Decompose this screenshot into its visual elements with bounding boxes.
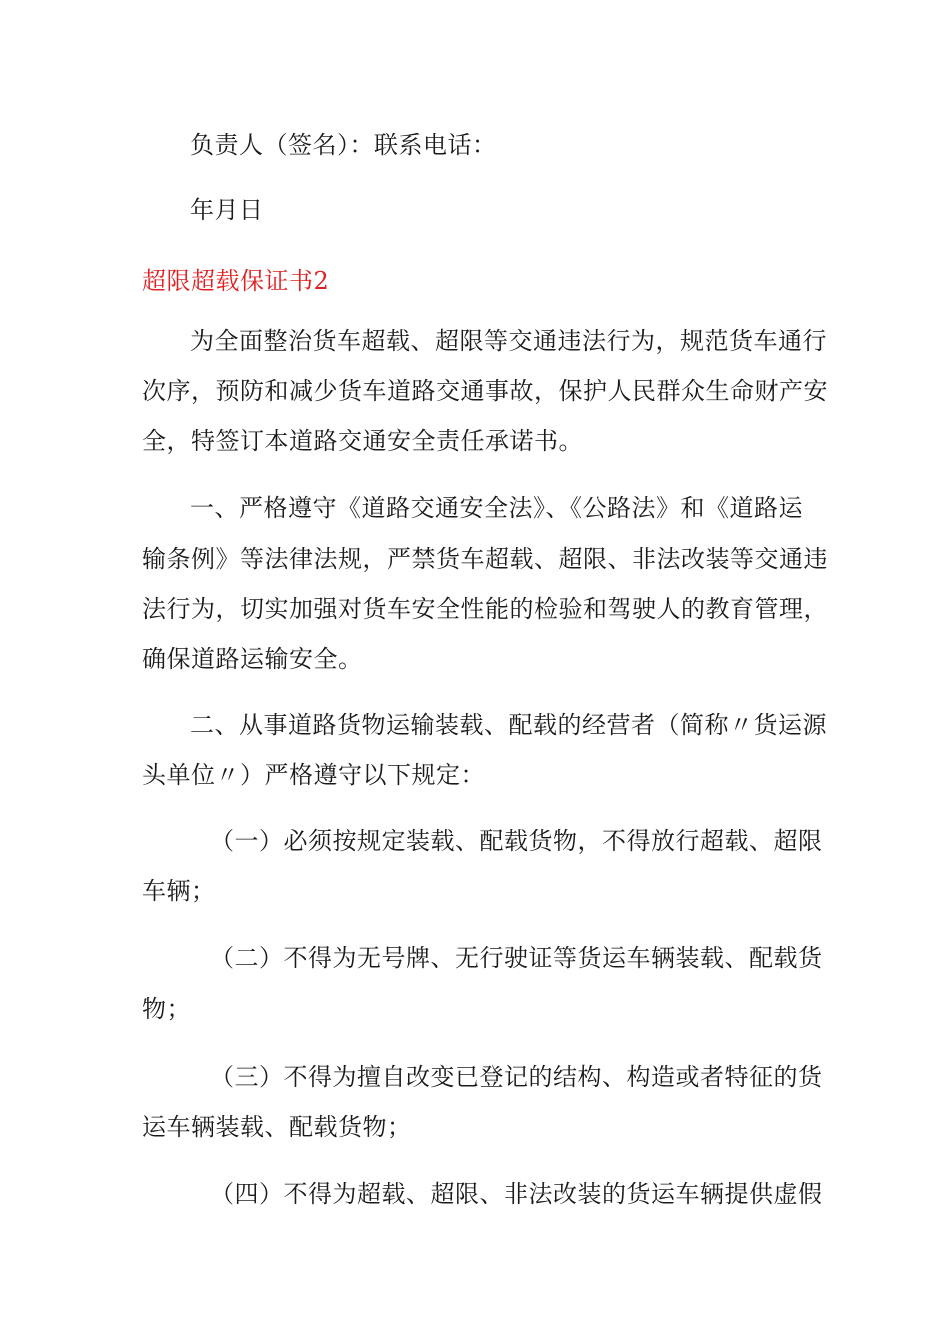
list-item-line: （三）不得为擅自改变已登记的结构、构造或者特征的货 — [210, 1063, 823, 1091]
section-title: 超限超载保证书2 — [142, 267, 330, 295]
list-item-line: 运车辆装载、配载货物； — [142, 1113, 412, 1141]
paragraph-line: 二、从事道路货物运输装载、配载的经营者（简称〃货运源 — [190, 711, 827, 739]
list-item-line: 车辆； — [142, 877, 216, 905]
paragraph-line: 全，特签订本道路交通安全责任承诺书。 — [142, 427, 583, 455]
paragraph-line: 确保道路运输安全。 — [142, 645, 363, 673]
paragraph-line: 次序，预防和减少货车道路交通事故，保护人民群众生命财产安 — [142, 377, 828, 405]
paragraph-line: 法行为，切实加强对货车安全性能的检验和驾驶人的教育管理， — [142, 595, 828, 623]
list-item-line: 物； — [142, 995, 191, 1023]
signature-line: 负责人（签名）：联系电话： — [190, 131, 497, 159]
list-item-line: （二）不得为无号牌、无行驶证等货运车辆装载、配载货 — [210, 944, 823, 972]
paragraph-line: 一、严格遵守《道路交通安全法》、《公路法》和《道路运 — [190, 494, 803, 522]
list-item-line: （一）必须按规定装载、配载货物，不得放行超载、超限 — [210, 827, 823, 855]
paragraph-line: 输条例》等法律法规，严禁货车超载、超限、非法改装等交通违 — [142, 545, 828, 573]
paragraph-line: 头单位〃）严格遵守以下规定： — [142, 761, 485, 789]
list-item-line: （四）不得为超载、超限、非法改装的货运车辆提供虚假 — [210, 1180, 823, 1208]
date-line: 年月日 — [190, 196, 264, 224]
paragraph-line: 为全面整治货车超载、超限等交通违法行为，规范货车通行 — [190, 327, 827, 355]
